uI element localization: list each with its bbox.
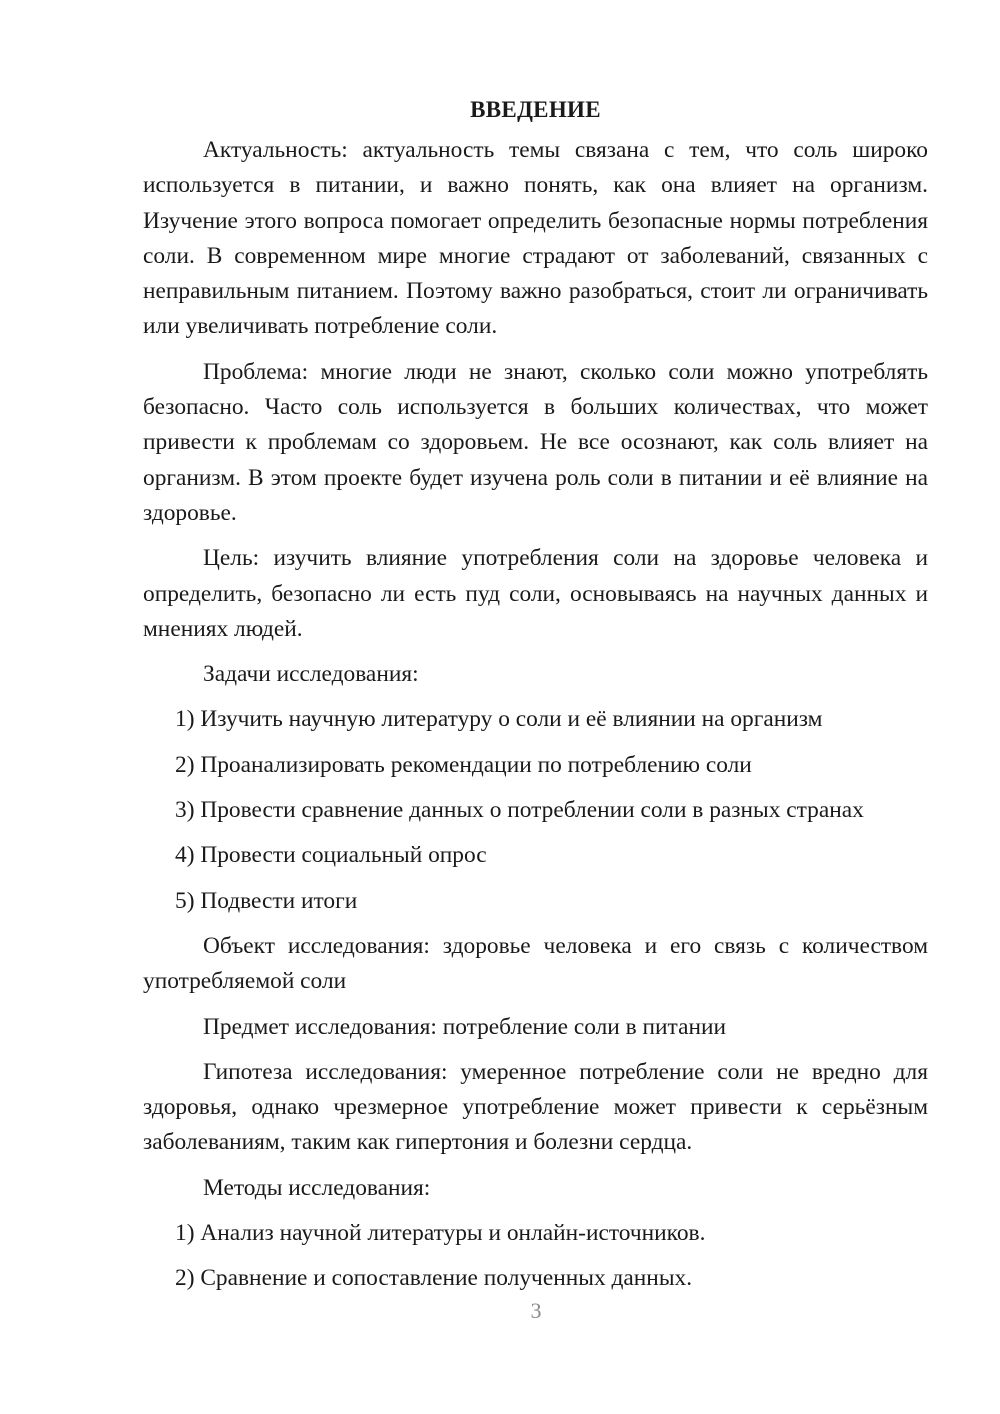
tasks-list [143, 702, 928, 918]
list-item: 4) Провести социальный опрос [175, 842, 487, 869]
tasks-heading: Задачи исследования: [203, 661, 419, 688]
list-item: 5) Подвести итоги [175, 887, 358, 914]
methods-list [143, 1216, 928, 1297]
methods-heading: Методы исследования: [203, 1174, 431, 1201]
goal-paragraph: Цель: изучить влияние употребления соли на здоровье человека и определить, безопасно ли есть пуд соли, основываясь на научных данных и мнениях людей. [143, 545, 928, 642]
page-number: 3 [530, 1298, 542, 1323]
problem-paragraph: Проблема: многие люди не знают, сколько соли можно употреблять безопасно. Часто соль используется в больших количествах, что может привести к проблемам со здоровьем. Не все осознают, как соль влияет на организм. В этом проекте будет изучена роль соли в питании и её влияние на здоровье. [143, 358, 928, 526]
list-item: 3) Провести сравнение данных о потреблении соли в разных странах [175, 797, 864, 824]
list-item: 2) Сравнение и сопоставление полученных данных. [175, 1265, 693, 1292]
hypothesis-paragraph: Гипотеза исследования: умеренное потребление соли не вредно для здоровья, однако чрезмерное употребление может привести к серьёзным заболеваниям, таким как гипертония и болезни сердца. [143, 1058, 928, 1156]
relevance-paragraph: Актуальность: актуальность темы связана с тем, что соль широко используется в питании, и важно понять, как она влияет на организм. Изучение этого вопроса помогает определить безопасные нормы потребления соли. В современном мире многие страдают от заболеваний, связанных с неправильным питанием. Поэтому важно разобраться, стоит ли ограничивать или увеличивать потребление соли. [143, 137, 928, 340]
list-item: 1) Анализ научной литературы и онлайн-источников. [175, 1220, 706, 1247]
document-page [143, 92, 928, 1307]
object-paragraph: Объект исследования: здоровье человека и его связь с количеством употребляемой соли [143, 932, 928, 995]
list-item: 1) Изучить научную литературу о соли и её влиянии на организм [175, 706, 823, 733]
page-title: ВВЕДЕНИЕ [470, 97, 601, 122]
list-item: 2) Проанализировать рекомендации по потреблению соли [175, 751, 752, 778]
subject-paragraph: Предмет исследования: потребление соли в питании [203, 1013, 726, 1040]
